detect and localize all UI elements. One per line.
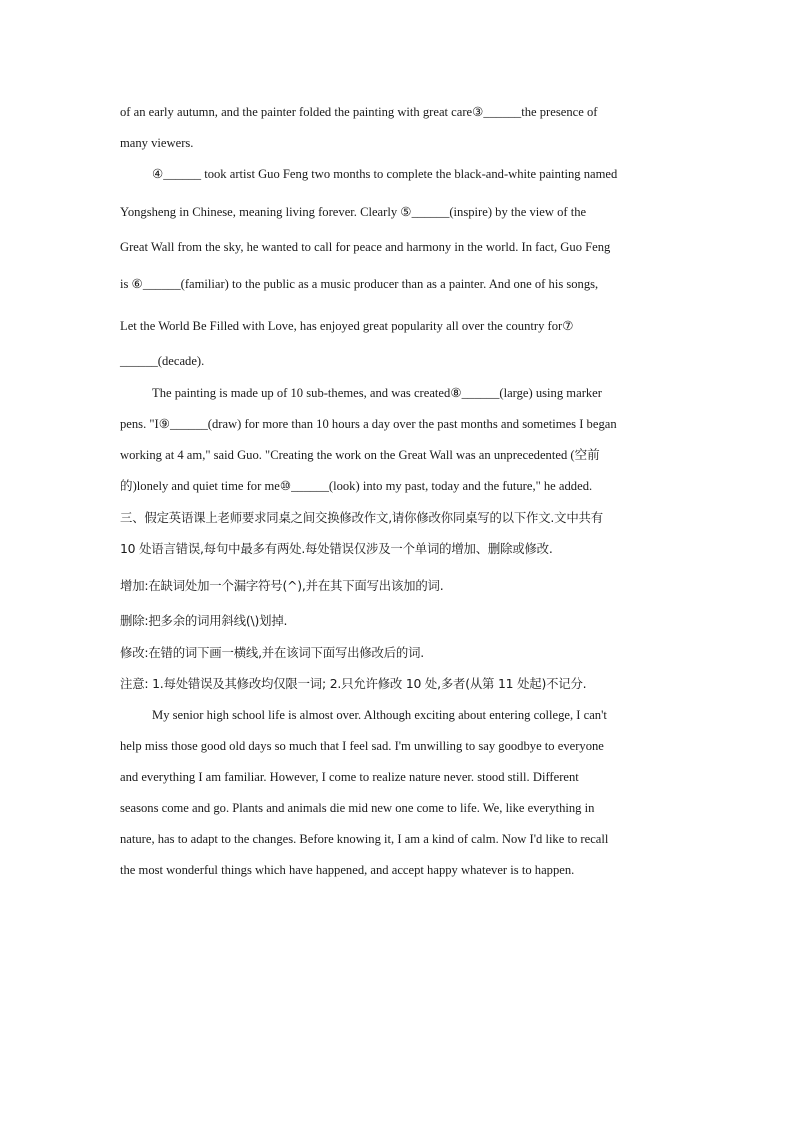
- passage-a-line: The painting is made up of 10 sub-themes, and was created⑧______(large) using marker: [152, 386, 602, 400]
- passage-b-line: seasons come and go. Plants and animals die mid new one come to life. We, like everything in: [120, 801, 595, 815]
- passage-b-line: and everything I am familiar. However, I come to realize nature never. stood still. Different: [120, 770, 579, 784]
- section-heading: 三、假定英语课上老师要求同桌之间交换修改作文,请你修改你同桌写的以下作文.文中共有: [120, 510, 603, 525]
- passage-a-line: Let the World Be Filled with Love, has enjoyed great popularity all over the country for⑦: [120, 319, 574, 333]
- passage-b-line: nature, has to adapt to the changes. Before knowing it, I am a kind of calm. Now I'd like to recall: [120, 832, 609, 846]
- passage-a-line: working at 4 am," said Guo. "Creating the work on the Great Wall was an unprecedented (空前: [120, 448, 600, 462]
- passage-a-line: of an early autumn, and the painter folded the painting with great care③______the presence of: [120, 105, 598, 119]
- passage-a-line: ④______ took artist Guo Feng two months to complete the black-and-white painting named: [152, 167, 618, 181]
- passage-b-line: help miss those good old days so much that I feel sad. I'm unwilling to say goodbye to everyone: [120, 739, 604, 753]
- rule-add: 增加:在缺词处加一个漏字符号(^),并在其下面写出该加的词.: [120, 578, 444, 593]
- section-heading: 10 处语言错误,每句中最多有两处.每处错误仅涉及一个单词的增加、删除或修改.: [120, 541, 553, 556]
- passage-b-line: My senior high school life is almost over. Although exciting about entering college, I can't: [152, 708, 607, 722]
- passage-a-line: Great Wall from the sky, he wanted to call for peace and harmony in the world. In fact, Guo Feng: [120, 240, 611, 254]
- passage-a-line: is ⑥______(familiar) to the public as a music producer than as a painter. And one of his songs,: [120, 277, 599, 291]
- passage-a-line: Yongsheng in Chinese, meaning living forever. Clearly ⑤______(inspire) by the view of the: [120, 205, 587, 219]
- passage-a-line: pens. "I⑨______(draw) for more than 10 hours a day over the past months and sometimes I began: [120, 417, 617, 431]
- rule-delete: 删除:把多余的词用斜线(\)划掉.: [120, 613, 288, 628]
- passage-a-line: 的)lonely and quiet time for me⑩______(look) into my past, today and the future," he added.: [120, 479, 593, 493]
- passage-a-line: ______(decade).: [120, 354, 205, 368]
- passage-b-line: the most wonderful things which have happened, and accept happy whatever is to happen.: [120, 863, 575, 877]
- rule-modify: 修改:在错的词下画一横线,并在该词下面写出修改后的词.: [120, 645, 425, 660]
- rule-note: 注意: 1.每处错误及其修改均仅限一词; 2.只允许修改 10 处,多者(从第 11 处起)不记分.: [120, 676, 587, 691]
- passage-a-line: many viewers.: [120, 136, 194, 150]
